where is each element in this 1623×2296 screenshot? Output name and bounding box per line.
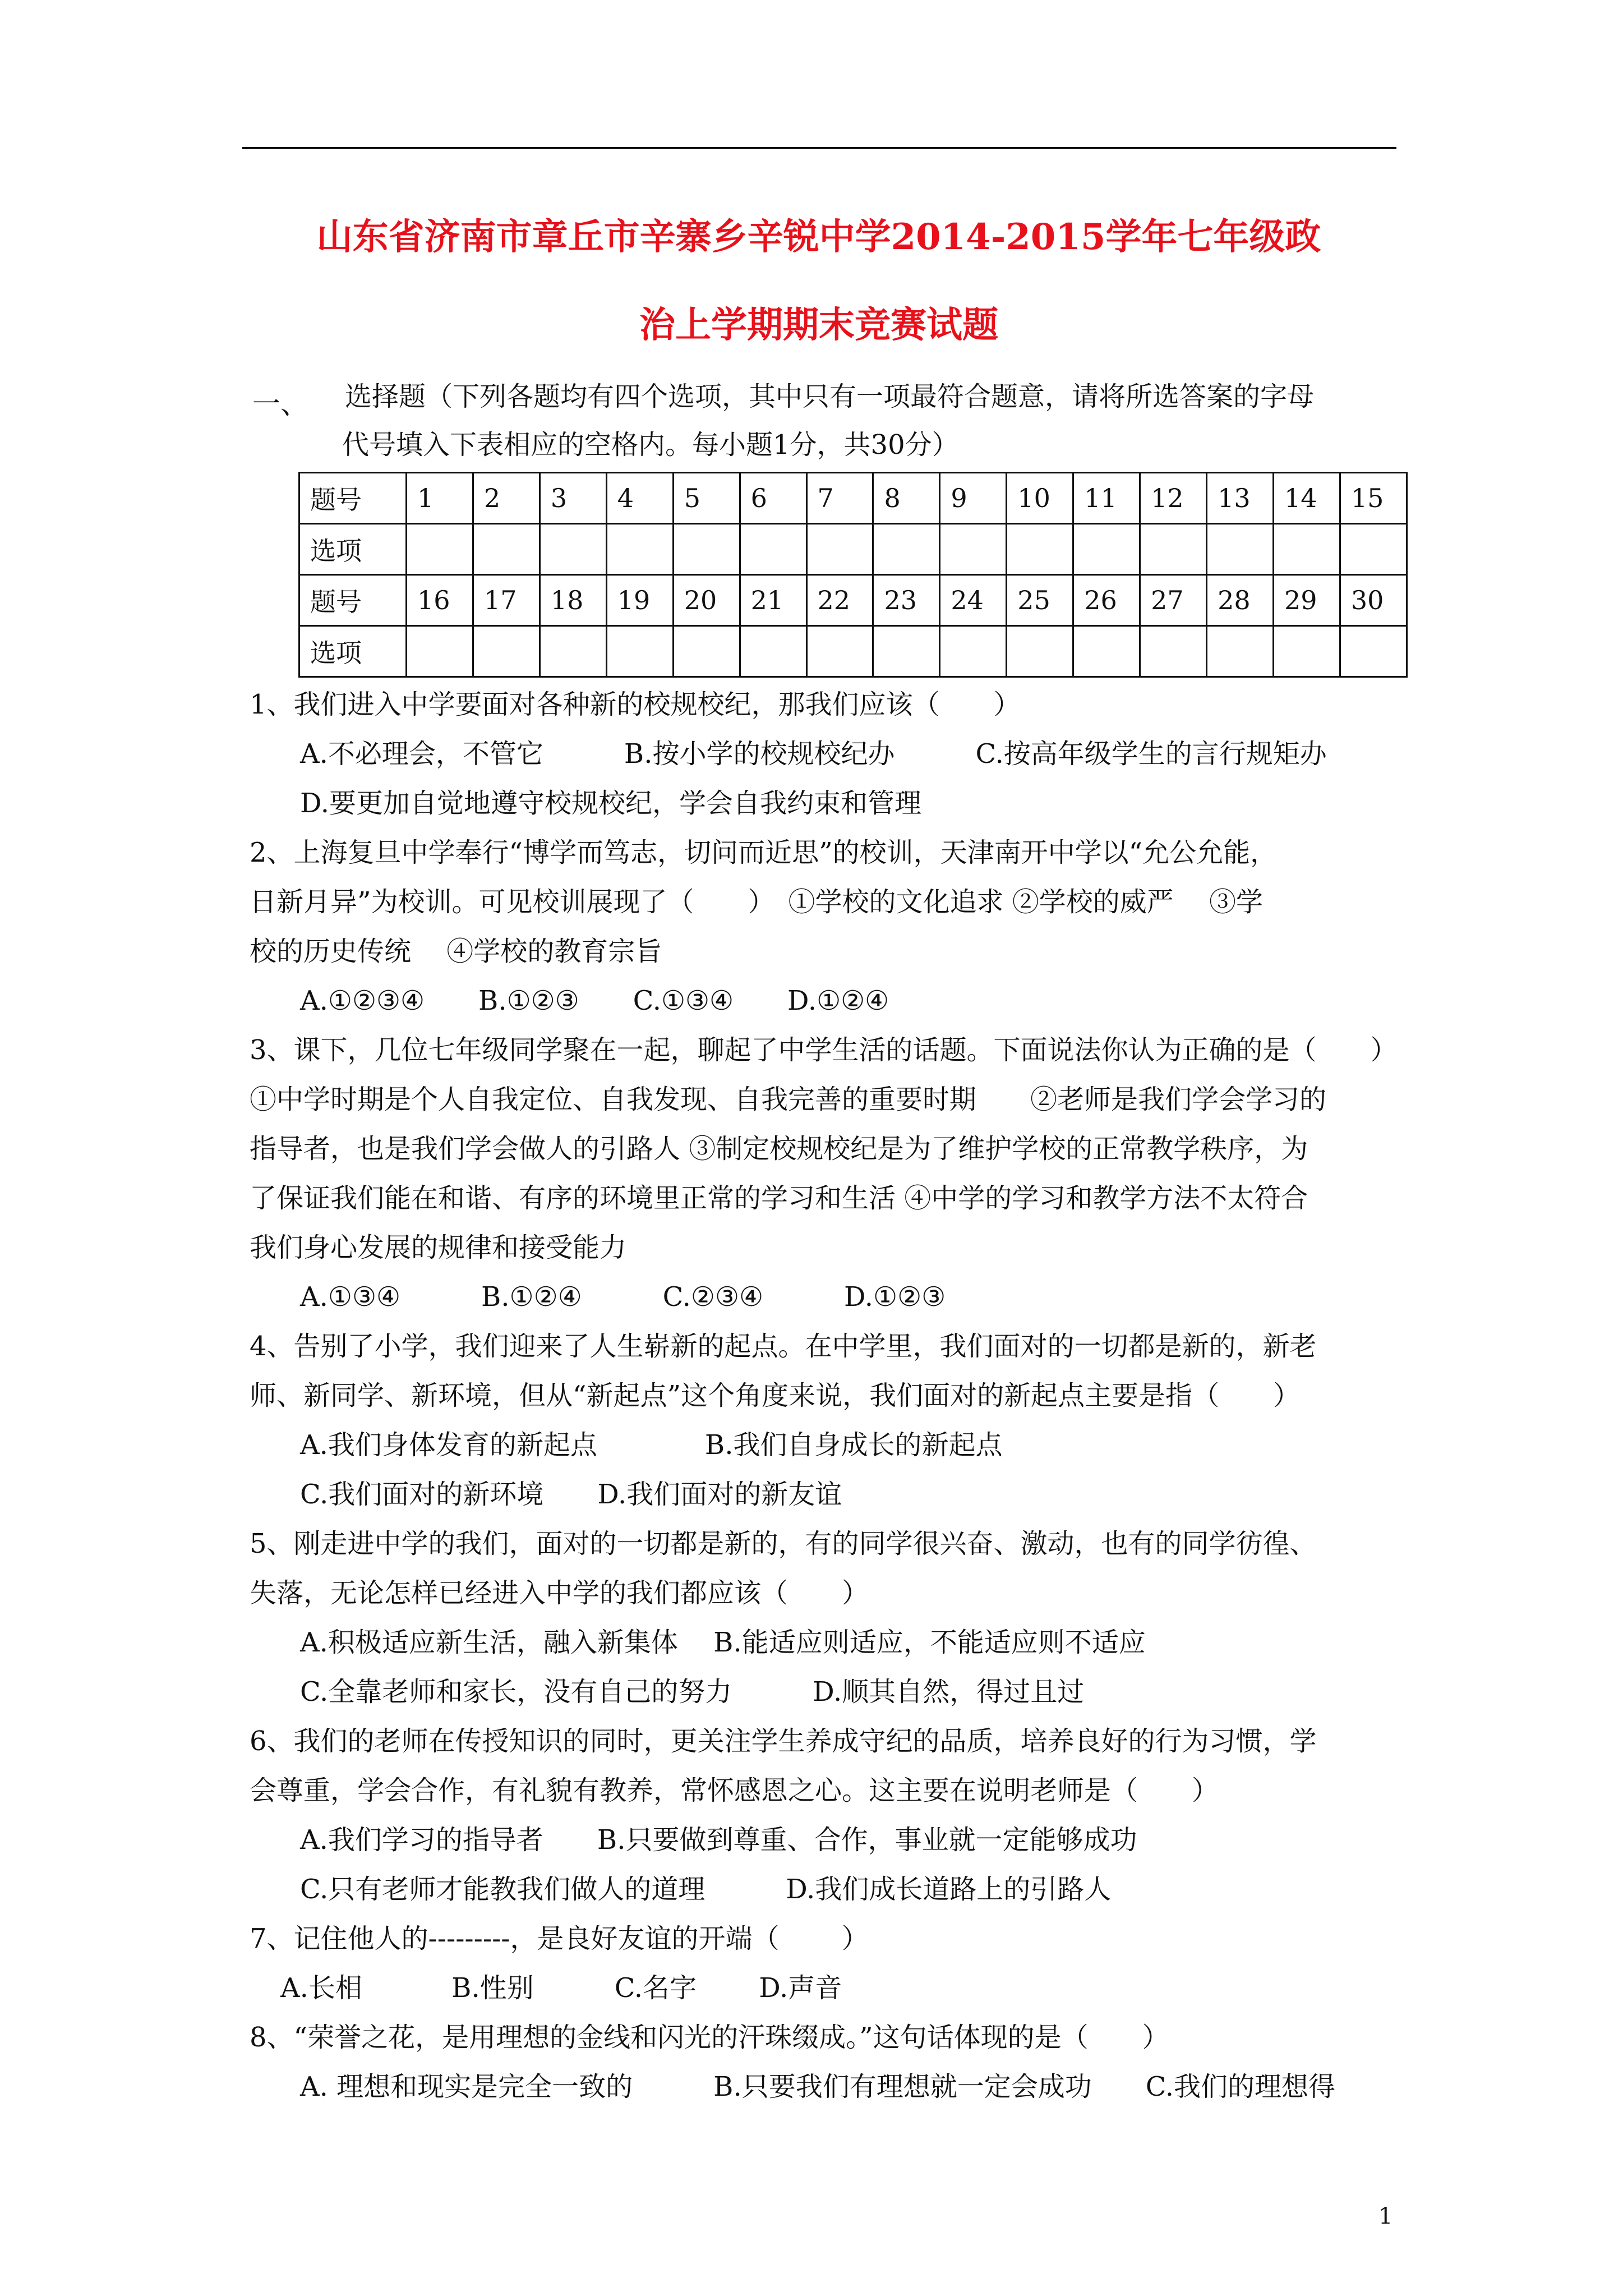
table-row: [299, 575, 1407, 626]
q3-stem-line3: 指导者，也是我们学会做人的引路人 ③制定校规校纪是为了维护学校的正常教学秩序，为: [250, 1133, 1308, 1165]
answer-cell[interactable]: [1207, 524, 1274, 575]
question-number-cell: 26: [1073, 575, 1140, 626]
q7-options: A.长相 B.性别 C.名字 D.声音: [280, 1972, 842, 2004]
q4-stem-line2: 师、新同学、新环境，但从“新起点”这个角度来说，我们面对的新起点主要是指（ ）: [250, 1380, 1301, 1411]
answer-cell[interactable]: [1340, 524, 1407, 575]
answer-cell[interactable]: [1273, 524, 1340, 575]
question-number-cell: 21: [740, 575, 806, 626]
question-number-cell: 17: [473, 575, 540, 626]
question-number-cell: 13: [1207, 473, 1274, 524]
question-number-cell: 16: [407, 575, 473, 626]
question-number-cell: 11: [1073, 473, 1140, 524]
question-number-cell: 14: [1273, 473, 1340, 524]
answer-table: [298, 472, 1408, 678]
question-number-cell: 15: [1340, 473, 1407, 524]
section-instruction-line2: 代号填入下表相应的空格内。每小题1分，共30分）: [342, 429, 959, 461]
page-number: 1: [1378, 2203, 1393, 2229]
q3-stem-line5: 我们身心发展的规律和接受能力: [250, 1232, 627, 1263]
answer-cell[interactable]: [473, 524, 540, 575]
q1-stem: 1、我们进入中学要面对各种新的校规校纪，那我们应该（ ）: [250, 689, 1021, 720]
page-title-line2: 治上学期期末竞赛试题: [639, 304, 998, 346]
q3-stem-line4: 了保证我们能在和谐、有序的环境里正常的学习和生活 ④中学的学习和教学方法不太符合: [250, 1182, 1308, 1214]
answer-cell[interactable]: [806, 524, 873, 575]
q1-options-line2: D.要更加自觉地遵守校规校纪，学会自我约束和管理: [300, 788, 922, 819]
question-number-cell: 12: [1140, 473, 1207, 524]
q5-stem-line2: 失落，无论怎样已经进入中学的我们都应该（ ）: [250, 1577, 869, 1609]
question-number-cell: 25: [1007, 575, 1073, 626]
answer-cell[interactable]: [473, 626, 540, 677]
question-number-cell: 23: [873, 575, 940, 626]
question-number-cell: 6: [740, 473, 806, 524]
q4-options-line1: A.我们身体发育的新起点 B.我们自身成长的新起点: [300, 1429, 1003, 1461]
question-number-cell: 27: [1140, 575, 1207, 626]
question-number-cell: 9: [940, 473, 1007, 524]
question-number-cell: 18: [540, 575, 606, 626]
answer-cell[interactable]: [1140, 626, 1207, 677]
q3-stem-line1: 3、课下，几位七年级同学聚在一起，聊起了中学生活的话题。下面说法你认为正确的是（ ）: [250, 1034, 1398, 1066]
answer-cell[interactable]: [1340, 626, 1407, 677]
q6-options-line2: C.只有老师才能教我们做人的道理 D.我们成长道路上的引路人: [300, 1874, 1112, 1905]
section-number: 一、: [252, 388, 308, 420]
question-number-cell: 30: [1340, 575, 1407, 626]
question-number-cell: 20: [673, 575, 740, 626]
q2-stem-line3: 校的历史传统 ④学校的教育宗旨: [250, 936, 662, 967]
question-number-cell: 22: [806, 575, 873, 626]
answer-cell[interactable]: [1073, 626, 1140, 677]
answer-cell[interactable]: [1007, 626, 1073, 677]
row-label-choice: 选项: [299, 626, 407, 677]
q3-options: A.①③④ B.①②④ C.②③④ D.①②③: [300, 1281, 946, 1313]
q8-options: A. 理想和现实是完全一致的 B.只要我们有理想就一定会成功 C.我们的理想得: [300, 2071, 1335, 2102]
answer-cell[interactable]: [873, 626, 940, 677]
question-number-cell: 28: [1207, 575, 1274, 626]
answer-cell[interactable]: [606, 626, 673, 677]
q6-stem-line1: 6、我们的老师在传授知识的同时，更关注学生养成守纪的品质，培养良好的行为习惯，学: [250, 1726, 1317, 1757]
answer-cell[interactable]: [1207, 626, 1274, 677]
answer-cell[interactable]: [407, 626, 473, 677]
q8-stem: 8、“荣誉之花，是用理想的金线和闪光的汗珠缀成。”这句话体现的是（ ）: [250, 2022, 1169, 2053]
answer-cell[interactable]: [673, 626, 740, 677]
answer-cell[interactable]: [740, 524, 806, 575]
answer-cell[interactable]: [673, 524, 740, 575]
answer-cell[interactable]: [1073, 524, 1140, 575]
q7-stem: 7、记住他人的---------，是良好友谊的开端（ ）: [250, 1923, 869, 1954]
answer-cell[interactable]: [1007, 524, 1073, 575]
answer-cell[interactable]: [1140, 524, 1207, 575]
q2-options: A.①②③④ B.①②③ C.①③④ D.①②④: [300, 985, 889, 1016]
q1-options-line1: A.不必理会，不管它 B.按小学的校规校纪办 C.按高年级学生的言行规矩办: [300, 738, 1327, 770]
question-number-cell: 4: [606, 473, 673, 524]
row-label-choice: 选项: [299, 524, 407, 575]
question-number-cell: 29: [1273, 575, 1340, 626]
question-number-cell: 8: [873, 473, 940, 524]
page-title-line1: 山东省济南市章丘市辛寨乡辛锐中学2014-2015学年七年级政: [316, 216, 1321, 258]
table-row: [299, 524, 1407, 575]
question-number-cell: 2: [473, 473, 540, 524]
question-number-cell: 19: [606, 575, 673, 626]
q6-options-line1: A.我们学习的指导者 B.只要做到尊重、合作，事业就一定能够成功: [300, 1824, 1137, 1856]
answer-cell[interactable]: [407, 524, 473, 575]
answer-cell[interactable]: [740, 626, 806, 677]
answer-cell[interactable]: [540, 626, 606, 677]
question-number-cell: 5: [673, 473, 740, 524]
answer-cell[interactable]: [806, 626, 873, 677]
header-rule: [242, 147, 1396, 149]
q2-stem-line2: 日新月异”为校训。可见校训展现了（ ） ①学校的文化追求 ②学校的威严 ③学: [250, 886, 1264, 918]
question-number-cell: 1: [407, 473, 473, 524]
q4-stem-line1: 4、告别了小学，我们迎来了人生崭新的起点。在中学里，我们面对的一切都是新的，新老: [250, 1331, 1317, 1362]
q4-options-line2: C.我们面对的新环境 D.我们面对的新友谊: [300, 1479, 842, 1510]
question-number-cell: 7: [806, 473, 873, 524]
q6-stem-line2: 会尊重，学会合作，有礼貌有教养，常怀感恩之心。这主要在说明老师是（ ）: [250, 1775, 1219, 1806]
answer-cell[interactable]: [940, 524, 1007, 575]
q5-stem-line1: 5、刚走进中学的我们，面对的一切都是新的，有的同学很兴奋、激动，也有的同学彷徨、: [250, 1528, 1317, 1559]
question-number-cell: 24: [940, 575, 1007, 626]
table-row: [299, 626, 1407, 677]
q3-stem-line2: ①中学时期是个人自我定位、自我发现、自我完善的重要时期 ②老师是我们学会学习的: [250, 1084, 1327, 1115]
answer-cell[interactable]: [873, 524, 940, 575]
row-label-number: 题号: [299, 473, 407, 524]
answer-cell[interactable]: [606, 524, 673, 575]
q5-options-line1: A.积极适应新生活，融入新集体 B.能适应则适应，不能适应则不适应: [300, 1627, 1146, 1658]
answer-cell[interactable]: [540, 524, 606, 575]
q5-options-line2: C.全靠老师和家长，没有自己的努力 D.顺其自然，得过且过: [300, 1676, 1085, 1708]
question-number-cell: 3: [540, 473, 606, 524]
q2-stem-line1: 2、上海复旦中学奉行“博学而笃志，切问而近思”的校训，天津南开中学以“允公允能，: [250, 837, 1278, 868]
question-number-cell: 10: [1007, 473, 1073, 524]
table-row: [299, 473, 1407, 524]
row-label-number: 题号: [299, 575, 407, 626]
section-instruction-line1: 选择题（下列各题均有四个选项，其中只有一项最符合题意，请将所选答案的字母: [345, 381, 1315, 412]
answer-cell[interactable]: [1273, 626, 1340, 677]
answer-cell[interactable]: [940, 626, 1007, 677]
